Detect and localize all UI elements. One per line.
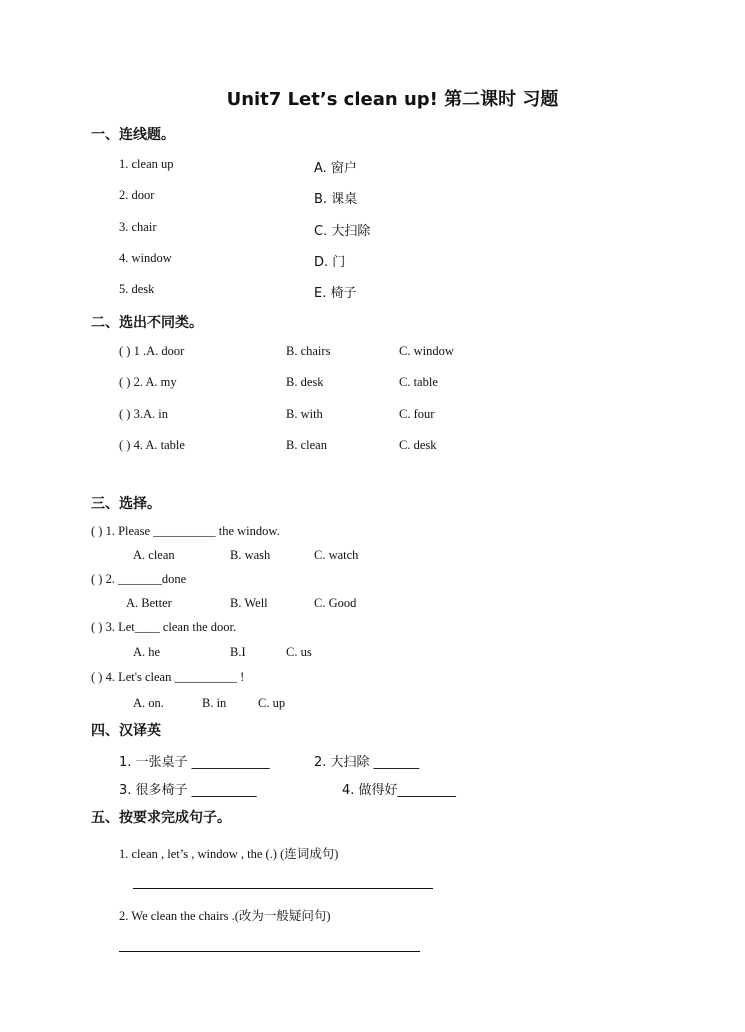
match-right-b: B. 课桌 — [314, 192, 358, 207]
section-heading-5: 五、按要求完成句子。 — [91, 810, 231, 826]
section-heading-2: 二、选出不同类。 — [91, 315, 203, 331]
match-left-4: 4. window — [119, 251, 172, 265]
translate-item-4: 4. 做得好_________ — [342, 783, 457, 798]
match-right-d: D. 门 — [314, 255, 346, 270]
odd-one-q4-b: B. clean — [286, 438, 327, 452]
odd-one-q3: ( ) 3.A. in — [119, 407, 168, 421]
odd-one-q2: ( ) 2. A. my — [119, 375, 177, 389]
odd-one-q2-c: C. table — [399, 375, 438, 389]
choice-q1: ( ) 1. Please __________ the window. — [91, 524, 280, 538]
choice-q2-b: B. Well — [230, 596, 268, 610]
match-left-1: 1. clean up — [119, 157, 174, 171]
choice-q4: ( ) 4. Let's clean __________ ! — [91, 670, 245, 684]
odd-one-q4: ( ) 4. A. table — [119, 438, 185, 452]
choice-q2: ( ) 2. _______done — [91, 572, 187, 586]
match-left-5: 5. desk — [119, 282, 155, 296]
odd-one-q1-b: B. chairs — [286, 344, 331, 358]
choice-q2-a: A. Better — [126, 596, 172, 610]
match-left-3: 3. chair — [119, 220, 157, 234]
choice-q4-c: C. up — [258, 696, 286, 710]
odd-one-q2-b: B. desk — [286, 375, 324, 389]
section-heading-4: 四、汉译英 — [91, 723, 161, 739]
match-right-c: C. 大扫除 — [314, 224, 371, 239]
choice-q3: ( ) 3. Let____ clean the door. — [91, 620, 237, 634]
sentence-q2: 2. We clean the chairs .(改为一般疑问句) — [119, 909, 331, 923]
translate-item-2: 2. 大扫除 _______ — [314, 755, 420, 770]
answer-line-2 — [119, 951, 420, 952]
odd-one-q3-c: C. four — [399, 407, 435, 421]
translate-item-1: 1. 一张桌子 ____________ — [119, 755, 270, 770]
match-left-2: 2. door — [119, 188, 155, 202]
choice-q3-b: B.I — [230, 645, 246, 659]
section-heading-3: 三、选择。 — [91, 496, 161, 512]
translate-item-3: 3. 很多椅子 __________ — [119, 783, 257, 798]
match-right-a: A. 窗户 — [314, 161, 357, 176]
choice-q4-a: A. on. — [133, 696, 164, 710]
choice-q1-c: C. watch — [314, 548, 359, 562]
sentence-q1: 1. clean , let’s , window , the (.) (连词成句) — [119, 847, 339, 861]
choice-q1-a: A. clean — [133, 548, 175, 562]
choice-q1-b: B. wash — [230, 548, 271, 562]
odd-one-q3-b: B. with — [286, 407, 323, 421]
odd-one-q1: ( ) 1 .A. door — [119, 344, 185, 358]
choice-q4-b: B. in — [202, 696, 227, 710]
match-right-e: E. 椅子 — [314, 286, 357, 301]
section-heading-1: 一、连线题。 — [91, 127, 175, 143]
answer-line-1 — [133, 888, 433, 889]
choice-q2-c: C. Good — [314, 596, 357, 610]
page-title: Unit7 Let’s clean up! 第二课时 习题 — [226, 89, 559, 110]
odd-one-q1-c: C. window — [399, 344, 454, 358]
choice-q3-a: A. he — [133, 645, 161, 659]
choice-q3-c: C. us — [286, 645, 312, 659]
odd-one-q4-c: C. desk — [399, 438, 437, 452]
